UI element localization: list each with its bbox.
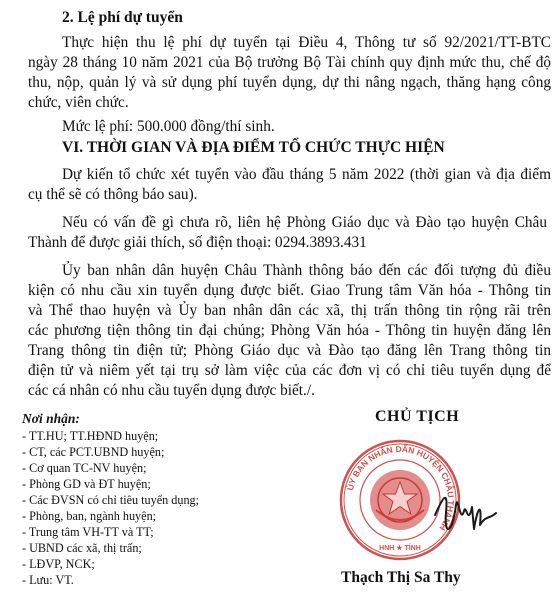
section-2-line-3: thu, nộp, quản lý và sử dụng phí tuyển dụng, dự thi nâng ngạch, thăng hạng công bbox=[28, 74, 551, 91]
recipient-item: - Các ĐVSN có chỉ tiêu tuyển dụng; bbox=[22, 493, 200, 507]
recipient-item: - Phòng GD và ĐT huyện; bbox=[22, 477, 151, 491]
handwritten-signature bbox=[430, 485, 500, 540]
recipient-item: - UBND các xã, thị trấn; bbox=[22, 541, 142, 555]
seal-ring-text: ỦY BAN NHÂN DÂN HUYỆN CHÂU THÀNH bbox=[344, 443, 457, 533]
recipient-item: - Cơ quan TC-NV huyện; bbox=[22, 461, 147, 475]
recipients-title: Nơi nhận: bbox=[22, 411, 80, 426]
section-6-para-1-line-2: cụ thể sẽ có thông báo sau). bbox=[28, 186, 198, 203]
section-6-heading: VI. THỜI GIAN VÀ ĐỊA ĐIỂM TỔ CHỨC THỰC HIỆN bbox=[62, 139, 445, 156]
signer-title: CHỦ TỊCH bbox=[375, 408, 460, 425]
recipient-item: - LĐVP, NCK; bbox=[22, 557, 95, 571]
section-6-para-3-line-4: các phương tiện thông tin đại chúng; Phòng Văn hóa - Thông tin huyện đăng lên bbox=[28, 322, 551, 339]
recipient-item: - CT, các PCT.UBND huyện; bbox=[22, 445, 165, 459]
seal-bottom-text: HNH ★ TỈNH bbox=[379, 545, 421, 552]
fee-amount: Mức lệ phí: 500.000 đồng/thí sinh. bbox=[62, 118, 275, 135]
section-6-para-3-line-1: Ủy ban nhân dân huyện Châu Thành thông báo đến các đối tượng đủ điều bbox=[62, 262, 551, 279]
section-6-para-3-line-2: kiện có nhu cầu xin tuyển dụng được biết. Giao Trung tâm Văn hóa - Thông tin bbox=[28, 282, 551, 299]
section-6-para-3-line-6: điện tử và niêm yết tại trụ sở làm việc của các đơn vị có chỉ tiêu tuyển dụng để bbox=[28, 362, 551, 379]
section-2-line-4: chức, viên chức. bbox=[28, 94, 129, 111]
recipient-item: - Lưu: VT. bbox=[22, 573, 74, 587]
section-6-para-1-line-1: Dự kiến tổ chức xét tuyển vào đầu tháng 5 năm 2022 (thời gian và địa điểm bbox=[62, 166, 551, 183]
section-6-para-2-line-2: Thành để được giải thích, số điện thoại: 0294.3893.431 bbox=[28, 234, 367, 251]
section-2-line-1: Thực hiện thu lệ phí dự tuyển tại Điều 4, Thông tư số 92/2021/TT-BTC bbox=[62, 34, 551, 51]
recipient-item: - Phòng, ban, ngành huyện; bbox=[22, 509, 157, 523]
section-2-line-2: ngày 28 tháng 10 năm 2021 của Bộ trưởng Bộ Tài chính quy định mức thu, chế độ bbox=[28, 54, 551, 71]
section-2-heading: 2. Lệ phí dự tuyển bbox=[62, 9, 183, 26]
section-6-para-3-line-7: các cá nhân có nhu cầu tuyển dụng được biết./. bbox=[28, 382, 315, 399]
section-6-para-3-line-5: Trang thông tin điện tử; Phòng Giáo dục và Đào tạo đăng lên Trang thông tin bbox=[28, 342, 551, 359]
section-6-para-3-line-3: và Thể thao huyện và Ủy ban nhân dân các xã, thị trấn thông tin rộng rãi trên bbox=[28, 302, 551, 319]
signer-name: Thạch Thị Sa Thy bbox=[341, 569, 461, 586]
section-6-para-2-line-1: Nếu có vấn đề gì chưa rõ, liên hệ Phòng Giáo dục và Đào tạo huyện Châu bbox=[62, 214, 547, 231]
recipient-item: - TT.HU; TT.HĐND huyện; bbox=[22, 429, 159, 443]
recipient-item: - Trung tâm VH-TT và TT; bbox=[22, 525, 154, 539]
